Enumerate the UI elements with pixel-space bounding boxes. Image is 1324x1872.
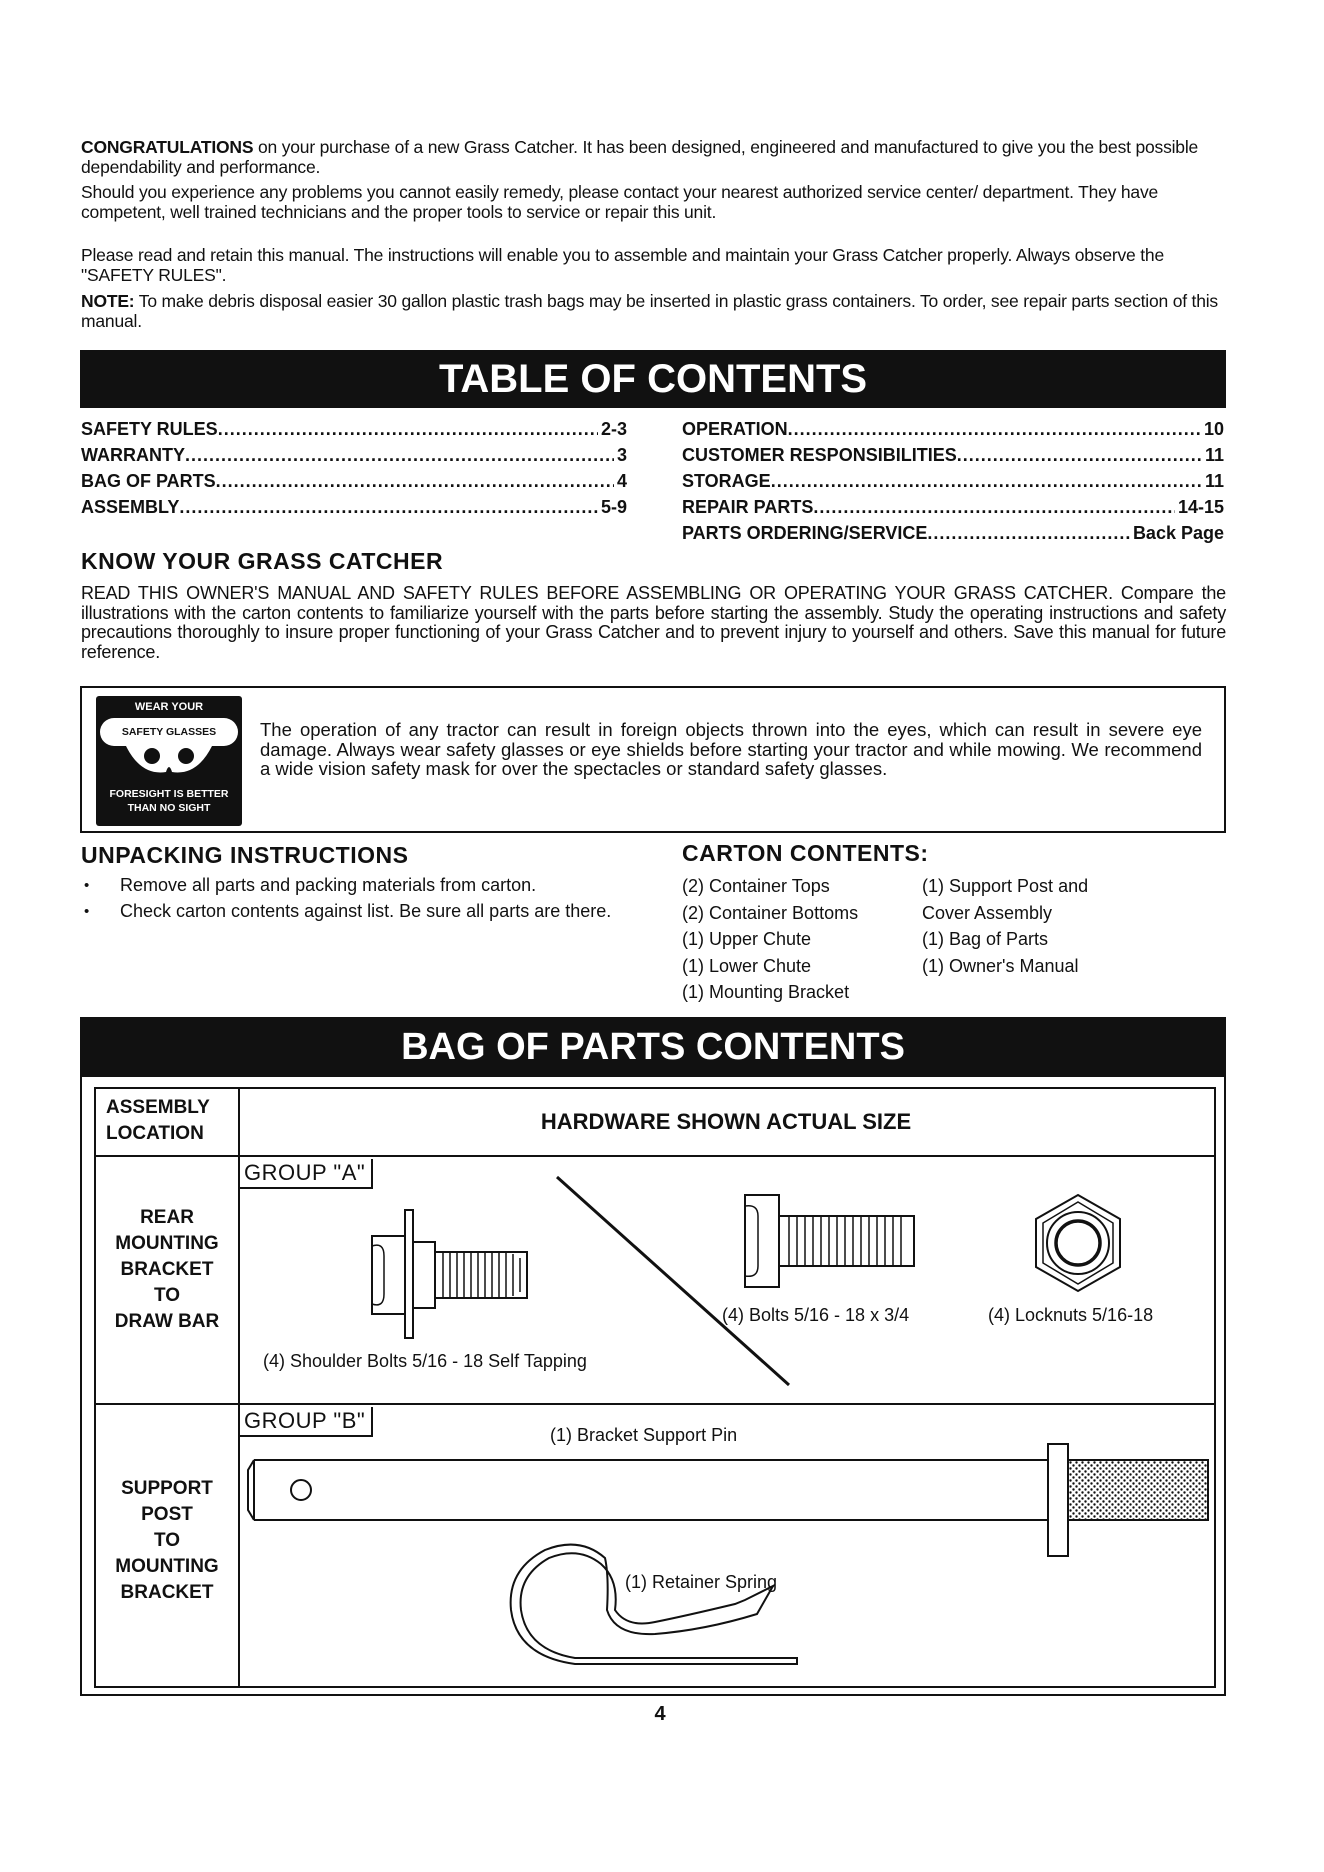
toc-title-bar: [80, 350, 1226, 408]
intro-read-retain: Please read and retain this manual. The instructions will enable you to assemble and maintain your Grass Catcher properly. Always observe the "SAFETY RULES".: [81, 245, 1164, 285]
know-text: READ THIS OWNER'S MANUAL AND SAFETY RULES BEFORE ASSEMBLING OR OPERATING YOUR GRASS CATCHER. Compare the illustrations with the carton contents to familiarize yourself with the parts before starting the assembly. Study the operating instructions and safety precautions thoroughly to insure proper functioning of your Grass Catcher and to prevent injury to yourself and others. Save this manual for future reference.: [81, 583, 1226, 662]
toc-leader: [185, 444, 614, 466]
unpacking-heading: UNPACKING INSTRUCTIONS: [81, 842, 409, 868]
toc-entry-safety-rules[interactable]: [81, 418, 627, 440]
carton-item: (1) Lower Chute: [682, 955, 812, 976]
toc-leader: [179, 496, 598, 518]
locknut-icon: [1030, 1192, 1126, 1294]
location-line: BRACKET: [120, 1259, 214, 1280]
carton-list-2: [922, 873, 1088, 979]
toc-label: SAFETY RULES: [81, 419, 218, 439]
congratulations-text: on your purchase of a new Grass Catcher. It has been designed, engineered and manufactured to give you the best possible dependability and performance.: [81, 137, 1199, 177]
toc-title: TABLE OF CONTENTS: [438, 357, 868, 401]
retainer-spring-icon: [505, 1538, 805, 1678]
toc-page: 11: [1204, 471, 1224, 491]
location-line: DRAW BAR: [114, 1311, 220, 1332]
toc-page: 10: [1203, 419, 1224, 439]
location-line: TO: [153, 1530, 181, 1551]
badge-mid-text: SAFETY GLASSES: [121, 726, 217, 738]
toc-page: 3: [616, 445, 627, 465]
toc-label: ASSEMBLY: [81, 497, 180, 517]
location-line: TO: [153, 1285, 181, 1306]
table-divider-header: [94, 1155, 1214, 1157]
location-line: SUPPORT: [121, 1478, 213, 1499]
carton-item: Cover Assembly: [922, 902, 1053, 923]
location-line: MOUNTING: [115, 1233, 219, 1254]
intro-note: [81, 291, 1226, 331]
toc-entry-operation[interactable]: [682, 418, 1224, 440]
toc-page: 14-15: [1177, 497, 1224, 517]
toc-label: BAG OF PARTS: [81, 471, 216, 491]
toc-label: REPAIR PARTS: [682, 497, 814, 517]
carton-item: (2) Container Tops: [682, 876, 830, 896]
toc-leader: [813, 496, 1175, 518]
toc-entry-warranty[interactable]: [81, 444, 627, 466]
toc-leader: [927, 522, 1130, 544]
toc-leader: [771, 470, 1202, 492]
carton-heading: CARTON CONTENTS:: [682, 840, 929, 866]
note-lead: NOTE:: [81, 291, 135, 311]
group-a-label: GROUP "A": [240, 1159, 373, 1189]
group-b-label: GROUP "B": [240, 1407, 373, 1437]
bag-title: BAG OF PARTS CONTENTS: [401, 1026, 905, 1068]
table-divider-row: [94, 1403, 1214, 1405]
support-pin-caption: (1) Bracket Support Pin: [550, 1425, 738, 1445]
page-number: 4: [654, 1703, 666, 1725]
toc-entry-storage[interactable]: [682, 470, 1224, 492]
toc-entry-bag-of-parts[interactable]: [81, 470, 627, 492]
toc-entry-repair-parts[interactable]: [682, 496, 1224, 518]
intro-congratulations: [81, 137, 1226, 177]
location-line: POST: [141, 1504, 193, 1525]
hex-bolt-icon: [742, 1192, 922, 1292]
carton-item: (1) Owner's Manual: [922, 955, 1079, 976]
congratulations-lead: CONGRATULATIONS: [81, 137, 254, 157]
carton-item: (1) Bag of Parts: [922, 929, 1049, 949]
retainer-spring-caption: (1) Retainer Spring: [625, 1572, 778, 1592]
toc-leader: [216, 470, 614, 492]
toc-entry-parts-ordering[interactable]: [682, 522, 1224, 544]
toc-page: 11: [1204, 445, 1224, 465]
toc-entry-assembly[interactable]: [81, 496, 627, 518]
location-line: REAR: [140, 1207, 194, 1228]
row-b-location: [96, 1476, 238, 1606]
toc-leader: [218, 418, 598, 440]
toc-label: PARTS ORDERING/SERVICE: [682, 523, 928, 543]
toc-label: WARRANTY: [81, 445, 185, 465]
location-line: BRACKET: [120, 1582, 214, 1603]
locknut-caption: (4) Locknuts 5/16-18: [988, 1305, 1154, 1325]
safety-text: The operation of any tractor can result in foreign objects thrown into the eyes, which can result in severe eye damage. Always wear safety glasses or eye shields before starting your tractor and while mowing. We recommend a wide vision safety mask for over the spectacles or standard safety glasses.: [260, 719, 1202, 779]
badge-bottom-text-1: FORESIGHT IS BETTER: [109, 788, 229, 800]
toc-entry-customer-responsibilities[interactable]: [682, 444, 1224, 466]
col-hardware: HARDWARE SHOWN ACTUAL SIZE: [540, 1109, 912, 1134]
carton-item: (1) Upper Chute: [682, 929, 812, 949]
badge-bottom-text-2: THAN NO SIGHT: [127, 802, 211, 814]
carton-item: (1) Mounting Bracket: [682, 982, 850, 1002]
intro-problems: Should you experience any problems you cannot easily remedy, please contact your nearest authorized service center/ department. They have competent, well trained technicians and the proper tools to service or repair this unit.: [81, 182, 1159, 222]
toc-label: STORAGE: [682, 471, 771, 491]
shoulder-bolt-icon: [368, 1206, 538, 1346]
col-assembly-location: ASSEMBLY LOCATION: [106, 1097, 210, 1144]
safety-glasses-badge: [96, 696, 242, 826]
toc-label: CUSTOMER RESPONSIBILITIES: [682, 445, 957, 465]
carton-list-1: [682, 873, 858, 1006]
row-a-location: [96, 1205, 238, 1335]
shoulder-bolt-caption: (4) Shoulder Bolts 5/16 - 18 Self Tapping: [263, 1351, 587, 1371]
toc-leader: [788, 418, 1201, 440]
carton-item: (1) Support Post and: [922, 876, 1089, 896]
unpacking-item: • Check carton contents against list. Be sure all parts are there.: [82, 901, 642, 922]
carton-item: (2) Container Bottoms: [682, 902, 859, 923]
unpacking-item: • Remove all parts and packing materials from carton.: [82, 875, 642, 896]
note-text: To make debris disposal easier 30 gallon plastic trash bags may be inserted in plastic grass containers. To order, see repair parts section of this manual.: [81, 291, 1218, 331]
location-line: MOUNTING: [115, 1556, 219, 1577]
unpacking-list: [82, 875, 642, 927]
toc-leader: [957, 444, 1202, 466]
badge-top-text: WEAR YOUR: [134, 701, 204, 713]
toc-label: OPERATION: [682, 419, 788, 439]
bolt-caption: (4) Bolts 5/16 - 18 x 3/4: [722, 1305, 910, 1325]
toc-page: 4: [616, 471, 627, 491]
know-heading: KNOW YOUR GRASS CATCHER: [81, 548, 444, 574]
toc-page: 5-9: [600, 497, 627, 517]
toc-page: Back Page: [1132, 523, 1224, 543]
toc-page: 2-3: [600, 419, 627, 439]
bag-title-bar: [80, 1017, 1226, 1077]
